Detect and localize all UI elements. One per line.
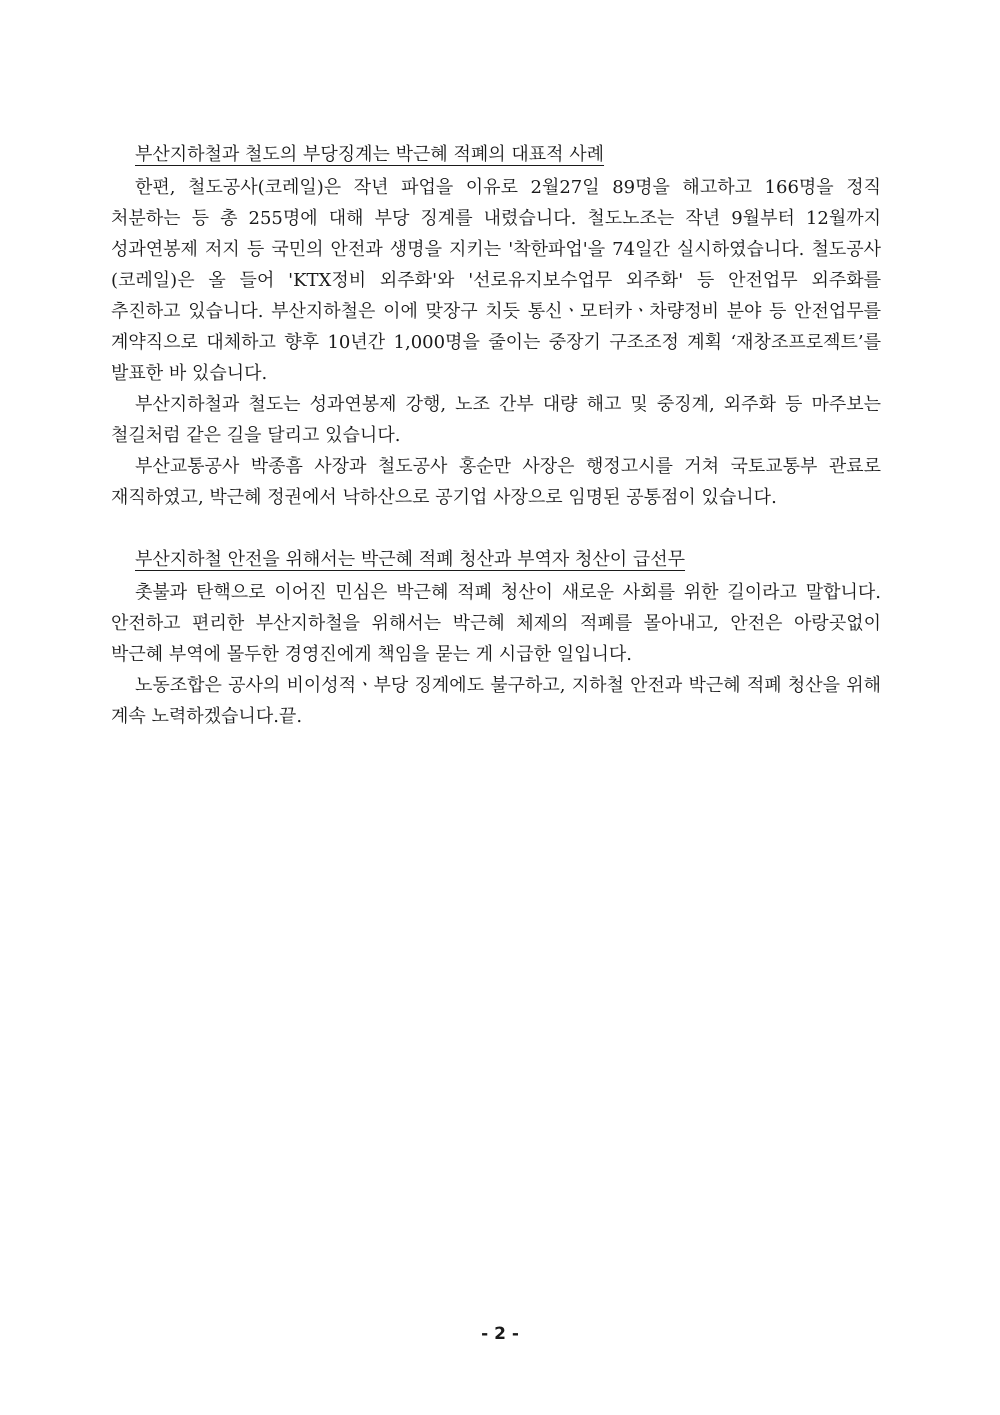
paragraph: 촛불과 탄핵으로 이어진 민심은 박근혜 적폐 청산이 새로운 사회를 위한 길이라고 말합니다. 안전하고 편리한 부산지하철을 위해서는 박근혜 체제의 적폐를 몰아내고, 안전은 아랑곳없이 박근혜 부역에 몰두한 경영진에게 책임을 묻는 게 시급한 일입니다. (111, 582, 881, 665)
paragraph: 노동조합은 공사의 비이성적ㆍ부당 징계에도 불구하고, 지하철 안전과 박근혜 적폐 청산을 위해 계속 노력하겠습니다.끝. (111, 675, 881, 727)
paragraph: 부산지하철과 철도는 성과연봉제 강행, 노조 간부 대량 해고 및 중징계, 외주화 등 마주보는 철길처럼 같은 길을 달리고 있습니다. (111, 394, 881, 446)
section-heading: 부산지하철 안전을 위해서는 박근혜 적폐 청산과 부역자 청산이 급선무 (135, 549, 686, 570)
paragraph: 부산교통공사 박종흠 사장과 철도공사 홍순만 사장은 행정고시를 거쳐 국토교통부 관료로 재직하였고, 박근혜 정권에서 낙하산으로 공기업 사장으로 임명된 공통점이 있습니다. (111, 456, 881, 508)
section-disciplinary-cases (111, 140, 881, 513)
page-number: - 2 - (481, 1324, 519, 1344)
section-safety-priority (111, 545, 881, 732)
paragraph: 한편, 철도공사(코레일)은 작년 파업을 이유로 2월27일 89명을 해고하고 166명을 정직 처분하는 등 총 255명에 대해 부당 징계를 내렸습니다. 철도노조는 작년 9월부터 12월까지 성과연봉제 저지 등 국민의 안전과 생명을 지키는 '착한파업'을 74일간 실시하였습니다. 철도공사(코레일)은 올 들어 'KTX정비 외주화'와 '선로유지보수업무 외주화' 등 안전업무 외주화를 추진하고 있습니다. 부산지하철은 이에 맞장구 치듯 통신ㆍ모터카ㆍ차량정비 분야 등 안전업무를 계약직으로 대체하고 향후 10년간 1,000명을 줄이는 중장기 구조조정 계획 ‘재창조프로젝트’를 발표한 바 있습니다. (111, 177, 882, 384)
section-heading: 부산지하철과 철도의 부당징계는 박근혜 적폐의 대표적 사례 (135, 144, 605, 165)
document-body (111, 140, 881, 732)
